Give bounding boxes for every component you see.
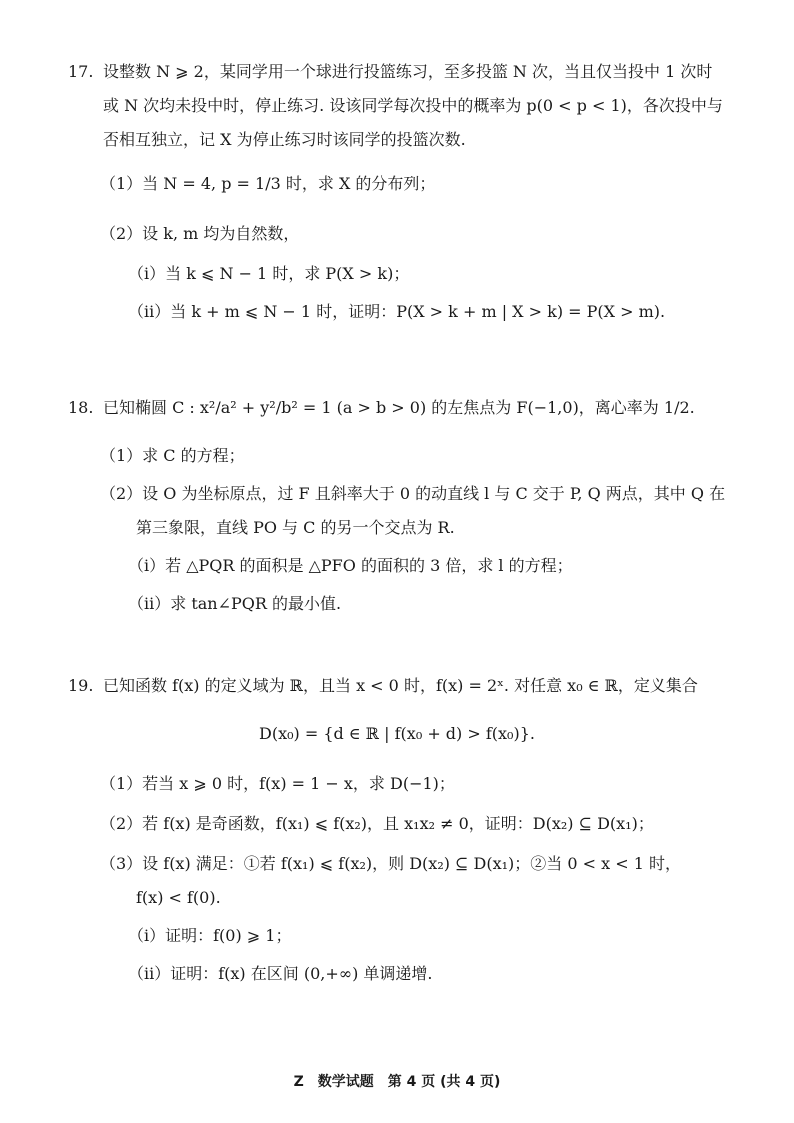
question-number: 18. [68,398,94,417]
sub-question-continuation: f(x) < f(0). [136,888,221,907]
question-number: 17. [68,62,94,81]
sub-sub-question: （ii）当 k + m ⩽ N − 1 时，证明：P(X > k + m | X > k) = P(X > m). [128,302,666,321]
sub-sub-question: （i）当 k ⩽ N − 1 时，求 P(X > k)； [128,264,410,283]
sub-sub-question: （i）若 △PQR 的面积是 △PFO 的面积的 3 倍，求 l 的方程； [128,556,573,575]
sub-question: （2）若 f(x) 是奇函数，f(x₁) ⩽ f(x₂)，且 x₁x₂ ≠ 0，证明：D(x₂) ⊆ D(x₁)； [100,814,654,833]
set-definition: D(x₀) = {d ∈ ℝ | f(x₀ + d) > f(x₀)}. [259,724,535,743]
question-stem-line: 或 N 次均未投中时，停止练习. 设该同学每次投中的概率为 p(0 < p < 1)，各次投中与 [103,96,723,115]
sub-sub-question: （ii）证明：f(x) 在区间 (0,+∞) 单调递增. [128,964,433,983]
question-stem-line: 否相互独立，记 X 为停止练习时该同学的投篮次数. [103,130,466,149]
sub-question-continuation: 第三象限，直线 PO 与 C 的另一个交点为 R. [136,518,455,537]
page-footer: Z 数学试题 第 4 页 (共 4 页) [293,1074,501,1090]
sub-sub-question: （ii）求 tan∠PQR 的最小值. [128,594,342,613]
sub-question: （2）设 k, m 均为自然数， [100,224,300,243]
question-stem-line: 已知椭圆 C : x²/a² + y²/b² = 1 (a > b > 0) 的左焦点为 F(−1,0)，离心率为 1/2. [103,398,695,417]
question-stem-line: 设整数 N ⩾ 2，某同学用一个球进行投篮练习，至多投篮 N 次，当且仅当投中 1 次时 [103,62,713,81]
sub-question: （1）若当 x ⩾ 0 时，f(x) = 1 − x，求 D(−1)； [100,774,455,793]
sub-sub-question: （i）证明：f(0) ⩾ 1； [128,926,292,945]
sub-question: （1）当 N = 4, p = 1/3 时，求 X 的分布列； [100,174,436,193]
question-number: 19. [68,676,94,695]
sub-question: （2）设 O 为坐标原点，过 F 且斜率大于 0 的动直线 l 与 C 交于 P, Q 两点，其中 Q 在 [100,484,726,503]
sub-question: （1）求 C 的方程； [100,446,245,465]
sub-question: （3）设 f(x) 满足：①若 f(x₁) ⩽ f(x₂)，则 D(x₂) ⊆ D(x₁)；②当 0 < x < 1 时， [100,854,682,873]
question-stem-line: 已知函数 f(x) 的定义域为 ℝ，且当 x < 0 时，f(x) = 2ˣ. 对任意 x₀ ∈ ℝ，定义集合 [103,676,698,695]
